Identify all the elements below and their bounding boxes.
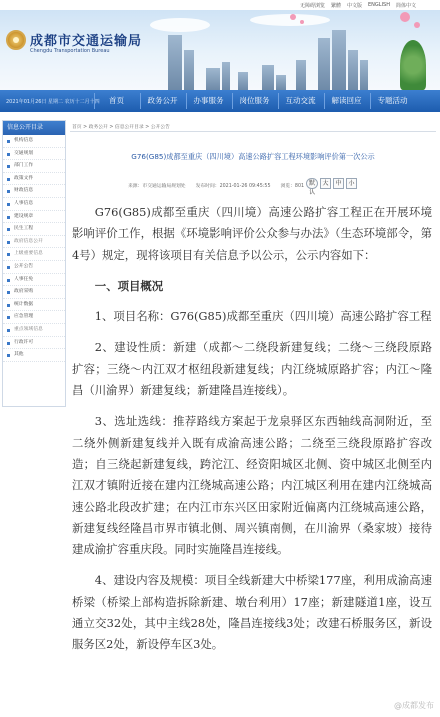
nav-home[interactable]: 首页: [94, 93, 138, 109]
section-heading: 一、项目概况: [94, 278, 164, 293]
project-name-paragraph: 1、项目名称：G76(G85)成都至重庆（四川境）高速公路扩容工程: [94, 309, 432, 324]
weibo-watermark: @成都发布: [394, 701, 434, 710]
article-publish-time: 发布时间：2021-01-26 09:45:55: [195, 184, 271, 189]
current-date: 2021年01月26日 星期二 农历十二月十四: [6, 99, 100, 105]
article-title: G76(G85)成都至重庆（四川境）高速公路扩容工程环境影响评价第一次公示: [131, 152, 375, 161]
sidebar-item-statistics[interactable]: 统计数据: [3, 299, 65, 312]
main-nav: [0, 90, 440, 112]
sidebar-item-other[interactable]: 其他: [3, 349, 65, 362]
utility-links: [300, 2, 416, 9]
traditional-chinese-link[interactable]: 繁體: [330, 3, 341, 9]
sidebar-item-emergency[interactable]: 应急管理: [3, 311, 65, 324]
sidebar-item-planning[interactable]: 交通规划: [3, 148, 65, 161]
construction-nature-paragraph: 2、建设性质：新建（成都～二绕段新建复线；二绕～三绕段原路扩容；三绕～内江双才枢纽段新建复线；内江绕城原路扩容；内江～隆昌（川渝界）新建复线；新建隆昌连接线）。: [72, 340, 432, 398]
breadcrumb-divider: [70, 131, 436, 132]
article-intro-paragraph: G76(G85)成都至重庆（四川境）高速公路扩容工程正在开展环境影响评价工作，根据《环境影响评价公众参与办法》（生态环境部令，第4号）规定，现将该项目有关信息予以公示，公示内容如下：: [72, 205, 432, 262]
bureau-logo-icon: [6, 30, 26, 50]
sidebar-item-permits[interactable]: 行政许可: [3, 337, 65, 350]
sidebar-item-finance[interactable]: 财政信息: [3, 185, 65, 198]
chinese-version-link[interactable]: 中文版: [347, 3, 363, 9]
sidebar-item-appointments[interactable]: 人事任免: [3, 274, 65, 287]
english-link[interactable]: ENGLISH: [368, 2, 390, 8]
site-subtitle: Chengdu Transportation Bureau: [30, 48, 110, 54]
font-size-medium-button[interactable]: 中: [333, 178, 344, 189]
info-catalog-sidebar: [2, 120, 66, 407]
sidebar-item-key-areas[interactable]: 重点领域信息: [3, 324, 65, 337]
accessibility-link[interactable]: 无障碍浏览: [299, 3, 325, 9]
construction-scope-paragraph: 4、建设内容及规模：项目全线新建大中桥梁177座，利用成渝高速桥梁（桥梁上部构造拆除新建、墩台利用）17座；新建隧道1座，设互通立交32处，其中主线28处，隆昌连接线3处；改建石桥服务区，新设服务区2处，新设停车区3处。: [72, 573, 432, 652]
font-size-default-button[interactable]: 默认: [306, 178, 318, 189]
site-banner: [0, 10, 440, 90]
sidebar-item-superior-info[interactable]: 上级重要信息: [3, 248, 65, 261]
nav-responses[interactable]: 解读回应: [324, 93, 368, 109]
sidebar-item-procurement[interactable]: 政府采购: [3, 286, 65, 299]
sidebar-item-dept-work[interactable]: 部门工作: [3, 160, 65, 173]
top-utility-bar: [0, 0, 440, 10]
nav-special-topics[interactable]: 专题活动: [370, 93, 414, 109]
nav-gov-affairs[interactable]: 政务公开: [140, 93, 184, 109]
sidebar-item-org-info[interactable]: 机构信息: [3, 135, 65, 148]
article-source: 来源：市交通运输局规划处: [128, 184, 186, 189]
font-size-controls: [306, 178, 357, 196]
route-selection-paragraph: 3、选址选线：推荐路线方案起于龙泉驿区东西轴线高洞附近，至二绕外侧新建复线并入既有成渝高速公路；二绕至三绕段原路扩容改造；自三绕起新建复线，跨沱江、经资阳城区北侧、资中城区北侧至内江双才镇附近接在建内江绕城高速公路；内江城区利用在建内江绕城高速公路北段改扩建；在内江市东兴区田家附近偏离内江绕城高速公路，新建复线经隆昌市界市镇北侧、周兴镇南侧，在川渝界（桑家坡）接待建成渝扩容重庆段。同时实施隆昌连接线。: [72, 414, 432, 557]
sidebar-item-livelihood[interactable]: 民生工程: [3, 223, 65, 236]
article-body: [72, 202, 432, 656]
article-view-count: 浏览：801: [280, 184, 305, 189]
font-size-large-button[interactable]: 大: [320, 178, 331, 189]
sidebar-item-regulations[interactable]: 建设规章: [3, 211, 65, 224]
sidebar-item-gov-info[interactable]: 政府信息公开: [3, 236, 65, 249]
sidebar-item-announcements[interactable]: 公开公告: [3, 261, 65, 274]
sidebar-title: 信息公开目录: [3, 121, 65, 135]
nav-services[interactable]: 办事服务: [186, 93, 230, 109]
breadcrumb[interactable]: 首页 > 政务公开 > 信息公开目录 > 公开公告: [72, 125, 170, 130]
nav-interaction[interactable]: 互动交流: [278, 93, 322, 109]
article-meta: [128, 182, 304, 189]
simplified-chinese-link[interactable]: 简体中文: [395, 3, 416, 9]
nav-posts[interactable]: 岗位服务: [232, 93, 276, 109]
sidebar-item-policy-docs[interactable]: 政策文件: [3, 173, 65, 186]
sidebar-item-personnel[interactable]: 人事信息: [3, 198, 65, 211]
site-title: 成都市交通运输局: [30, 34, 143, 49]
font-size-small-button[interactable]: 小: [346, 178, 357, 189]
